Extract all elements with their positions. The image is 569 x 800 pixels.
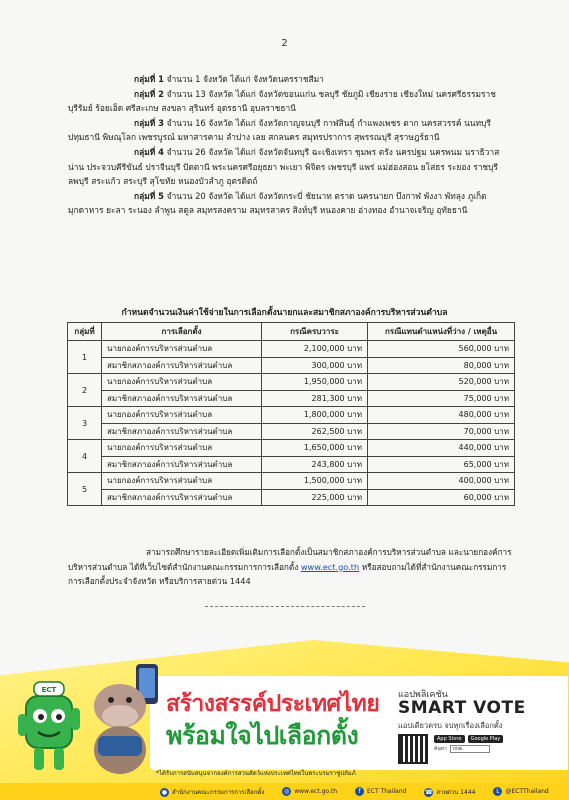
mascot-badge-text: ECT bbox=[41, 686, 57, 694]
note-text-2: หรือสอบถามได้ที่สำนักงานคณะกรรมการการเลือกตั้งประจำจังหวัด หรือบริการสายด่วน 1444 bbox=[68, 561, 507, 586]
search-label: ค้นหา bbox=[434, 745, 447, 752]
facebook-icon: f bbox=[355, 787, 364, 796]
app-heading: แอปพลิเคชัน bbox=[398, 690, 448, 700]
position-cell: นายกองค์การบริหารส่วนตำบล bbox=[102, 407, 262, 424]
full-term-cell: 1,950,000 บาท bbox=[262, 374, 368, 391]
group-body: จำนวน 16 จังหวัด ได้แก่ จังหวัดกาญจนบุรี กาฬสินธุ์ กำแพงเพชร ตาก นครสวรรค์ นนทบุรี ปทุมธานี พิษณุโลก เพชรบูรณ์ มหาสารคาม ลำปาง เลย สกลนคร สมุทรปราการ สุพรรณบุรี สุราษฎร์ธานี bbox=[68, 117, 491, 143]
position-cell: นายกองค์การบริหารส่วนตำบล bbox=[102, 341, 262, 358]
note-text: สามารถศึกษารายละเอียดเพิ่มเติมการเลือกตั้งเป็นสมาชิกสภาองค์การบริหารส่วนตำบล และนายกองค์การบริหารส่วนตำบล ได้ที่เว็บไซต์สำนักงานคณะกรรมการการเลือกตั้ง bbox=[68, 547, 512, 572]
footer-line[interactable] bbox=[493, 787, 548, 796]
ect-website-link[interactable]: www.ect.go.th bbox=[300, 561, 360, 572]
table-row bbox=[68, 374, 515, 391]
qr-code-icon bbox=[398, 734, 428, 764]
table-row bbox=[68, 407, 515, 424]
group-paragraph bbox=[68, 72, 518, 87]
line-icon: L bbox=[493, 787, 502, 796]
group-heading: กลุ่มที่ 5 bbox=[134, 190, 164, 201]
footer-hotline-text: สายด่วน 1444 bbox=[436, 788, 476, 796]
globe-icon: ◎ bbox=[284, 788, 290, 795]
group-body: จำนวน 13 จังหวัด ได้แก่ จังหวัดขอนแก่น ชลบุรี ชัยภูมิ เชียงราย เชียงใหม่ นครศรีธรรมราช บุรีรัมย์ ร้อยเอ็ด ศรีสะเกษ สงขลา สุรินทร์ อุดรธานี อุบลราชธานี bbox=[68, 88, 496, 114]
group-cell: 2 bbox=[68, 374, 102, 407]
group-body: จำนวน 26 จังหวัด ได้แก่ จังหวัดจันทบุรี ฉะเชิงเทรา ชุมพร ตรัง นครปฐม นครพนม นราธิวาส น่าน ประจวบคีรีขันธ์ ปราจีนบุรี ปัตตานี พระนครศรีอยุธยา พะเยา พิจิตร เพชรบุรี แพร่ แม่ฮ่องสอน ยโสธร ระยอง ราชบุรี ลพบุรี สระแก้ว สระบุรี สุโขทัย หนองบัวลำภู อุตรดิตถ์ bbox=[68, 146, 500, 187]
province-groups bbox=[68, 72, 518, 218]
page-number: 2 bbox=[281, 38, 288, 49]
vacancy-cell: 560,000 บาท bbox=[368, 341, 515, 358]
position-cell: สมาชิกสภาองค์การบริหารส่วนตำบล bbox=[102, 456, 262, 473]
group-cell: 1 bbox=[68, 341, 102, 374]
more-info-note bbox=[68, 545, 518, 589]
group-cell: 3 bbox=[68, 407, 102, 440]
group-cell: 5 bbox=[68, 473, 102, 506]
footer-contact-bar bbox=[0, 783, 569, 800]
footer-fb-text: ECT Thailand bbox=[367, 788, 407, 795]
google-play-badge[interactable]: Google Play bbox=[468, 735, 504, 743]
table-row bbox=[68, 473, 515, 490]
slogan-line-2: พร้อมใจไปเลือกตั้ง bbox=[166, 721, 359, 750]
header-group: กลุ่มที่ bbox=[68, 323, 102, 341]
table-row bbox=[68, 456, 515, 473]
app-tagline: แอปเดียวครบ จบทุกเรื่องเลือกตั้ง bbox=[398, 721, 503, 730]
ect-mascot-icon bbox=[16, 678, 82, 778]
position-cell: สมาชิกสภาองค์การบริหารส่วนตำบล bbox=[102, 357, 262, 374]
table-row bbox=[68, 357, 515, 374]
vacancy-cell: 70,000 บาท bbox=[368, 423, 515, 440]
group-paragraph bbox=[68, 145, 518, 189]
group-heading: กลุ่มที่ 4 bbox=[134, 146, 164, 157]
table-title: กำหนดจำนวนเงินค่าใช้จ่ายในการเลือกตั้งนายกและสมาชิกสภาองค์การบริหารส่วนตำบล bbox=[121, 308, 448, 318]
dashed-divider bbox=[205, 606, 365, 607]
app-name: SMART VOTE bbox=[398, 698, 526, 718]
support-credit: *ได้รับการสนับสนุนจากองค์การสวนสัตว์แห่งประเทศไทยในพระบรมราชูปถัมภ์ bbox=[156, 770, 356, 777]
table-row bbox=[68, 341, 515, 358]
vacancy-cell: 75,000 บาท bbox=[368, 390, 515, 407]
position-cell: นายกองค์การบริหารส่วนตำบล bbox=[102, 473, 262, 490]
full-term-cell: 300,000 บาท bbox=[262, 357, 368, 374]
position-cell: สมาชิกสภาองค์การบริหารส่วนตำบล bbox=[102, 489, 262, 506]
footer-line-text: @ECTThailand bbox=[505, 788, 549, 795]
full-term-cell: 1,500,000 บาท bbox=[262, 473, 368, 490]
position-cell: นายกองค์การบริหารส่วนตำบล bbox=[102, 440, 262, 457]
group-heading: กลุ่มที่ 1 bbox=[134, 74, 164, 84]
store-row bbox=[434, 734, 554, 743]
full-term-cell: 262,500 บาท bbox=[262, 423, 368, 440]
group-paragraph bbox=[68, 116, 518, 145]
vacancy-cell: 65,000 บาท bbox=[368, 456, 515, 473]
expense-table bbox=[67, 322, 515, 506]
app-store-badge[interactable]: App Store bbox=[434, 735, 465, 743]
footer-web-text: www.ect.go.th bbox=[294, 788, 338, 795]
vacancy-cell: 440,000 บาท bbox=[368, 440, 515, 457]
group-paragraph bbox=[68, 189, 518, 218]
phone-icon: ☎ bbox=[425, 788, 433, 796]
header-full-term: กรณีครบวาระ bbox=[262, 323, 368, 341]
table-row bbox=[68, 390, 515, 407]
footer-org-text: สำนักงานคณะกรรมการการเลือกตั้ง bbox=[172, 788, 265, 796]
group-paragraph bbox=[68, 87, 518, 116]
slogan-line-1: สร้างสรรค์ประเทศไทย bbox=[166, 691, 380, 717]
table-header-row bbox=[68, 323, 515, 341]
group-heading: กลุ่มที่ 2 bbox=[134, 88, 164, 99]
table-row bbox=[68, 423, 515, 440]
hippo-mascot-icon bbox=[84, 664, 164, 778]
smart-vote-banner bbox=[0, 640, 569, 800]
footer-web[interactable] bbox=[282, 787, 337, 796]
full-term-cell: 1,650,000 บาท bbox=[262, 440, 368, 457]
full-term-cell: 2,100,000 บาท bbox=[262, 341, 368, 358]
group-body: จำนวน 1 จังหวัด ได้แก่ จังหวัดนครราชสีมา bbox=[164, 74, 324, 84]
table-row bbox=[68, 489, 515, 506]
footer-org bbox=[160, 787, 264, 797]
note-paragraph bbox=[68, 545, 518, 589]
position-cell: สมาชิกสภาองค์การบริหารส่วนตำบล bbox=[102, 390, 262, 407]
full-term-cell: 281,300 บาท bbox=[262, 390, 368, 407]
ect-logo-icon: ● bbox=[161, 788, 168, 796]
store-search-row bbox=[434, 744, 554, 753]
group-body: จำนวน 20 จังหวัด ได้แก่ จังหวัดกระบี่ ชัยนาท ตราด นครนายก บึงกาฬ พังงา พัทลุง ภูเก็ต มุกดาหาร ยะลา ระนอง ลำพูน สตูล สมุทรสงคราม สมุทรสาคร สิงห์บุรี หนองคาย อ่างทอง อำนาจเจริญ อุทัยธานี bbox=[68, 190, 487, 216]
vacancy-cell: 80,000 บาท bbox=[368, 357, 515, 374]
group-cell: 4 bbox=[68, 440, 102, 473]
group-heading: กลุ่มที่ 3 bbox=[134, 117, 164, 128]
position-cell: สมาชิกสภาองค์การบริหารส่วนตำบล bbox=[102, 423, 262, 440]
vacancy-cell: 520,000 บาท bbox=[368, 374, 515, 391]
full-term-cell: 1,800,000 บาท bbox=[262, 407, 368, 424]
vacancy-cell: 480,000 บาท bbox=[368, 407, 515, 424]
full-term-cell: 225,000 บาท bbox=[262, 489, 368, 506]
header-vacancy: กรณีแทนตำแหน่งที่ว่าง / เหตุอื่น bbox=[368, 323, 515, 341]
store-badges bbox=[434, 734, 554, 754]
footer-hotline bbox=[424, 787, 475, 797]
full-term-cell: 243,800 บาท bbox=[262, 456, 368, 473]
position-cell: นายกองค์การบริหารส่วนตำบล bbox=[102, 374, 262, 391]
vacancy-cell: 60,000 บาท bbox=[368, 489, 515, 506]
header-election: การเลือกตั้ง bbox=[102, 323, 262, 341]
store-search-box: กกต. bbox=[450, 745, 490, 753]
vacancy-cell: 400,000 บาท bbox=[368, 473, 515, 490]
table-row bbox=[68, 440, 515, 457]
footer-facebook[interactable] bbox=[355, 787, 406, 796]
